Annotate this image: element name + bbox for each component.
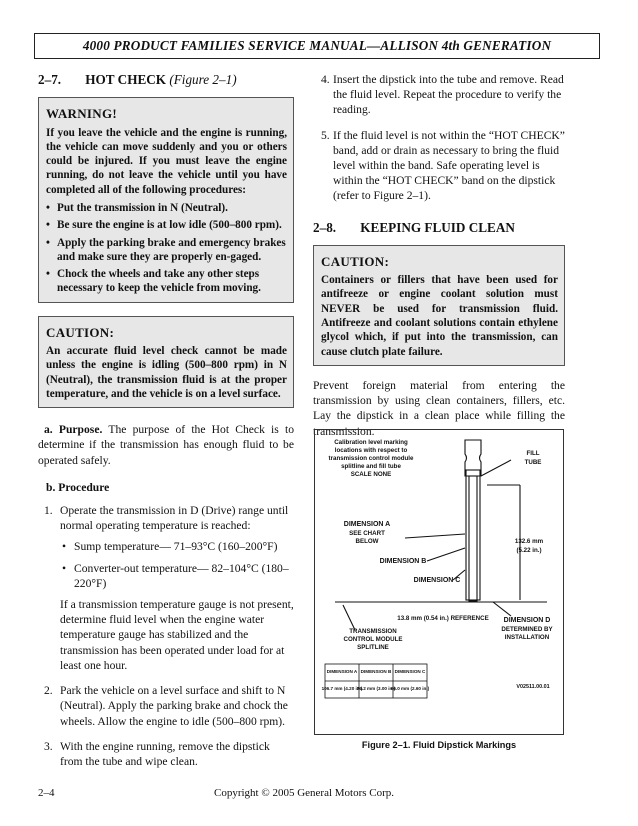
caution-box-idle [38, 316, 294, 408]
warning-title: WARNING! [46, 106, 118, 122]
table-header: DIMENSION C [394, 669, 426, 674]
leader-line [405, 534, 465, 538]
list-item: • Converter-out temperature— 82–104°C (180–220°F) [60, 561, 294, 591]
procedure-step-4: 4. Insert the dipstick into the tube and remove. Read the fluid level. Repeat the procedure to verify the reading. [321, 73, 564, 117]
procedure-steps [38, 503, 294, 769]
list-item: • Apply the parking brake and emergency brakes and make sure they are properly en-gaged. [46, 236, 287, 265]
procedure-step-3: 3. With the engine running, remove the dipstick from the tube and wipe clean. [44, 739, 270, 768]
header-title: 4000 PRODUCT FAMILIES SERVICE MANUAL—ALLISON 4th GENERATION [82, 38, 552, 53]
keeping-clean-paragraph: Prevent foreign material from entering the transmission by using clean containers, fillers, etc. Lay the dipstick in a clean place while filling the transmission. [313, 378, 565, 438]
table-cell: 66.0 mm (2.60 in.) [390, 686, 430, 691]
dipstick-figure [314, 429, 564, 735]
splitline-label: SPLITLINE [357, 644, 389, 651]
splitline-label: CONTROL MODULE [343, 636, 403, 643]
caution-text: An accurate fluid level check cannot be made unless the engine is idling (500–800 rpm) in N (Neutral), the transmission fluid is at the proper temperature, and the vehicle is on a level surface. [46, 345, 287, 400]
procedure-heading: b. Procedure [46, 480, 110, 494]
list-item: • Chock the wheels and take any other steps necessary to keep the vehicle from moving. [46, 267, 287, 296]
page-header [34, 33, 600, 59]
dipstick-blade [469, 476, 477, 601]
figure-caption: Figure 2–1. Fluid Dipstick Markings [361, 740, 517, 750]
section-heading-keeping-fluid-clean: 2–8. KEEPING FLUID CLEAN [313, 219, 515, 235]
list-item: • Be sure the engine is at low idle (500–800 rpm). [46, 218, 287, 232]
temperature-list [60, 539, 294, 591]
dimension-a-label: SEE CHART [349, 530, 385, 537]
callout-text: splitline and fill tube [341, 463, 401, 470]
dipstick-diagram [315, 430, 565, 736]
leader-line [481, 460, 511, 476]
leader-line [493, 602, 511, 616]
step-note: If a transmission temperature gauge is not present, determine fluid level when the engine water temperature gauge has stabilized and the transmission has been operated under load for at least one hour. [60, 598, 294, 672]
procedure-steps-continued [313, 72, 565, 204]
callout-text: Calibration level marking [334, 439, 408, 446]
leader-line [427, 548, 465, 561]
dimension-a-label: DIMENSION A [343, 521, 391, 528]
table-header: DIMENSION B [360, 669, 392, 674]
warning-text: If you leave the vehicle and the engine is running, the vehicle can move suddenly and you or others could be injured. If you must leave the engine running, do not leave the vehicle until you have completed all of the following procedures: [46, 126, 287, 196]
fill-tube-label: TUBE [524, 459, 542, 466]
fill-tube-label: FILL [526, 450, 540, 457]
reference-label: 13.8 mm (0.54 in.) REFERENCE [397, 615, 489, 622]
purpose-paragraph: a. Purpose. The purpose of the Hot Check is to determine if the transmission has enough fluid to be operated safely. [38, 423, 294, 467]
warning-list [46, 201, 287, 296]
callout-text: SCALE NONE [350, 471, 392, 478]
callout-text: locations with respect to [334, 447, 408, 454]
list-item: • Put the transmission in N (Neutral). [46, 201, 287, 215]
caution-text: Containers or fillers that have been used for antifreeze or engine coolant solution must NEVER be used for transmission fluid. Antifreeze and coolant solutions contain ethylene glycol which, if put into the transmission, can cause clutch plate failure. [321, 274, 558, 358]
warning-box [38, 97, 294, 303]
caution-title: CAUTION: [46, 324, 115, 340]
dimension-d-label: DIMENSION D [503, 617, 551, 624]
fill-tube [466, 470, 480, 600]
caution-box-antifreeze [313, 245, 565, 366]
caution-title: CAUTION: [321, 253, 390, 269]
length-label: (5.22 in.) [516, 547, 542, 554]
table-cell: 76.2 mm (3.00 in.) [356, 686, 396, 691]
table-header: DIMENSION A [326, 669, 358, 674]
dimension-d-label: INSTALLATION [504, 634, 550, 641]
splitline-label: TRANSMISSION [349, 628, 397, 635]
dimension-c-label: DIMENSION C [413, 577, 461, 584]
dimension-d-label: DETERMINED BY [501, 626, 553, 633]
procedure-step-1: 1. Operate the transmission in D (Drive) range until normal operating temperature is reached: • Sump temperature— 71–93°C (160–200°F) • Converter-out temperature— 82–104°C (180–220°F) If a transmission temperature gauge is not present, determine fluid level when the engine water temperature gauge has stabilized and the transmission has been operated under load for at least one hour. [38, 503, 294, 673]
right-column [313, 72, 565, 439]
left-column [38, 72, 294, 779]
length-label: 132.6 mm [514, 538, 544, 545]
copyright: Copyright © 2005 General Motors Corp. [214, 787, 395, 799]
page-number: 2–4 [38, 787, 55, 799]
table-cell: 106.7 mm (4.20 in.) [321, 686, 363, 691]
dimension-a-label: BELOW [355, 538, 379, 545]
dipstick-handle [465, 440, 481, 476]
procedure-step-5: 5. If the fluid level is not within the “HOT CHECK” band, add or drain as necessary to bring the fluid level within the band. Safe operating level is within the “HOT CHECK” band on the dipstick (refer to Figure 2–1). [321, 128, 565, 203]
list-item: • Sump temperature— 71–93°C (160–200°F) [60, 539, 294, 554]
figure-code: V02511.00.01 [516, 684, 550, 690]
leader-line [343, 605, 355, 630]
dimension-b-label: DIMENSION B [379, 558, 427, 565]
section-heading-hot-check: 2–7. HOT CHECK (Figure 2–1) [38, 72, 237, 87]
callout-text: transmission control module [328, 455, 414, 462]
procedure-step-2: 2. Park the vehicle on a level surface and shift to N (Neutral). Apply the parking brake and chock the wheels. Allow the engine to idle (500–800 rpm). [44, 684, 288, 728]
